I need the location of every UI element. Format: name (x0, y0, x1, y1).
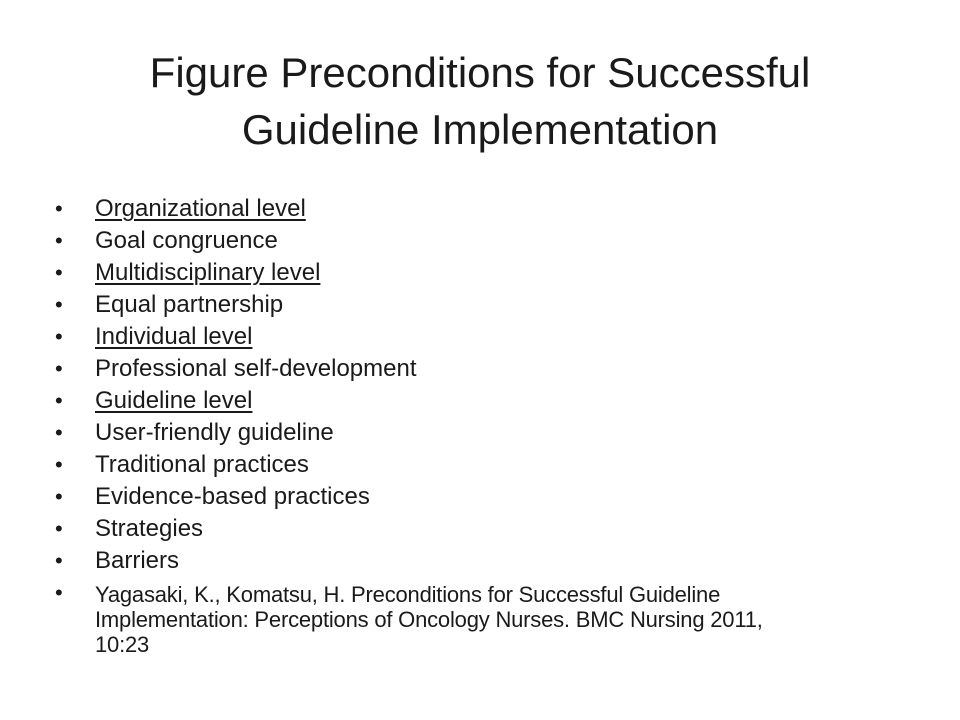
bullet-icon: • (55, 324, 63, 349)
bullet-text: Barriers (95, 547, 180, 574)
bullet-icon: • (55, 196, 63, 221)
bullet-item (55, 417, 920, 449)
bullet-text: Goal congruence (95, 227, 278, 254)
bullet-item (55, 225, 920, 257)
page-title (40, 44, 920, 158)
bullet-item (55, 385, 920, 417)
bullet-icon: • (55, 516, 63, 541)
bullet-text: Organizational level (95, 195, 306, 222)
bullet-text: Professional self-development (95, 355, 417, 382)
bullet-item (55, 321, 920, 353)
bullet-text: User-friendly guideline (95, 419, 334, 446)
bullet-item (55, 289, 920, 321)
bullet-icon: • (55, 388, 63, 413)
bullet-icon: • (55, 228, 63, 253)
bullet-text: Multidisciplinary level (95, 259, 321, 286)
bullet-icon: • (55, 292, 63, 317)
bullet-item (55, 257, 920, 289)
bullet-item (55, 353, 920, 385)
bullet-item (55, 545, 920, 577)
bullet-text: Guideline level (95, 387, 253, 414)
bullet-icon: • (55, 260, 63, 285)
bullet-icon: • (55, 420, 63, 445)
bullet-item (55, 513, 920, 545)
citation-line-2: Implementation: Perceptions of Oncology Nurses. BMC Nursing 2011, (95, 607, 763, 632)
bullet-text: Strategies (95, 515, 204, 542)
bullet-icon: • (55, 356, 63, 381)
citation-item (55, 577, 920, 657)
bullet-item (55, 449, 920, 481)
bullet-text: Equal partnership (95, 291, 284, 318)
bullet-text: Evidence-based practices (95, 483, 370, 510)
bullet-item (55, 481, 920, 513)
bullet-text: Traditional practices (95, 451, 309, 478)
citation-text (95, 577, 920, 657)
title-line-1: Figure Preconditions for Successful (149, 49, 811, 96)
bullet-icon: • (55, 580, 63, 605)
bullet-icon: • (55, 452, 63, 477)
bullet-icon: • (55, 548, 63, 573)
bullet-list (55, 193, 920, 657)
bullet-text: Individual level (95, 323, 253, 350)
citation-line-3: 10:23 (95, 632, 150, 657)
title-line-2: Guideline Implementation (241, 106, 719, 153)
bullet-item (55, 193, 920, 225)
citation-line-1: Yagasaki, K., Komatsu, H. Preconditions for Successful Guideline (95, 582, 721, 607)
bullet-icon: • (55, 484, 63, 509)
